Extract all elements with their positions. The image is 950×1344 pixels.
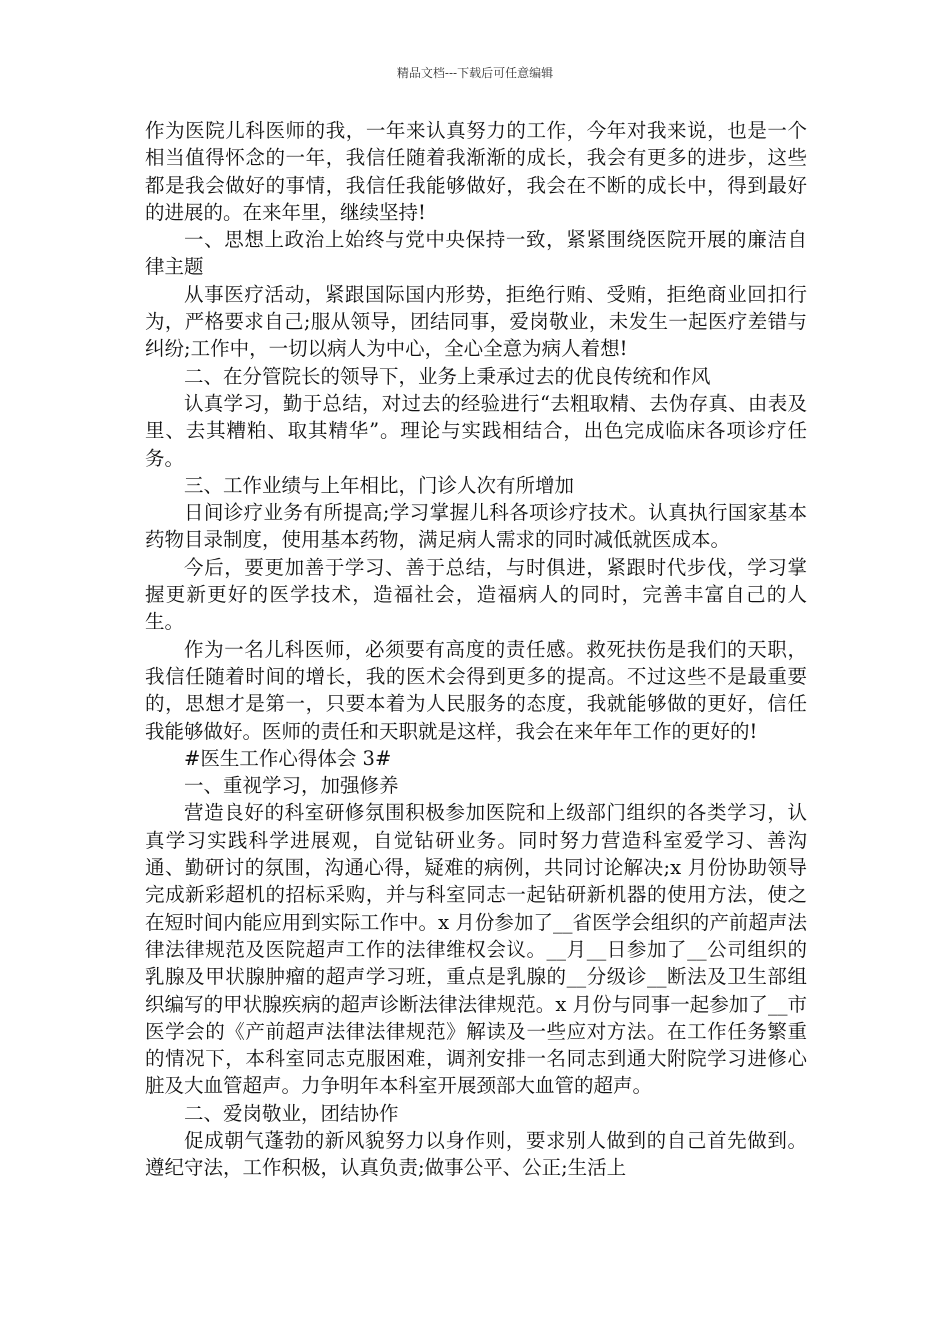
paragraph-intro: 作为医院儿科医师的我，一年来认真努力的工作，今年对我来说，也是一个相当值得怀念的一年，我信任随着我渐渐的成长，我会有更多的进步，这些都是我会做好的事情，我信任我能够做好，我会在不断的成长中，得到最好的进展的。在来年里，继续坚持! (145, 119, 807, 224)
paragraph: 促成朝气蓬勃的新风貌努力以身作则，要求别人做到的自己首先做到。遵纪守法，工作积极，认真负责;做事公平、公正;生活上 (145, 1128, 807, 1180)
document-body (145, 117, 807, 1182)
section-heading-2: 二、爱岗敬业，团结协作 (184, 1101, 399, 1125)
section-heading-1: 一、重视学习，加强修养 (184, 774, 399, 798)
paragraph: 营造良好的科室研修氛围积极参加医院和上级部门组织的各类学习，认真学习实践科学进展观，自觉钻研业务。同时努力营造科室爱学习、善沟通、勤研讨的氛围，沟通心得，疑难的病例，共同讨论解决;x 月份协助领导完成新彩超机的招标采购，并与科室同志一起钻研新机器的使用方法，使之在短时间内能应用到实际工作中。x 月份参加了__省医学会组织的产前超声法律法律规范及医院超声工作的法律维权会议。__月__日参加了__公司组织的乳腺及甲状腺肿瘤的超声学习班，重点是乳腺的__分级诊__断法及卫生部组织编写的甲状腺疾病的超声诊断法律法律规范。x 月份与同事一起参加了__市医学会的《产前超声法律法律规范》解读及一些应对方法。在工作任务繁重的情况下，本科室同志克服困难，调剂安排一名同志到通大附院学习进修心脏及大血管超声。力争明年本科室开展颈部大血管的超声。 (145, 801, 807, 1098)
paragraph: 认真学习，勤于总结，对过去的经验进行“去粗取精、去伪存真、由表及里、去其糟粕、取其精华”。理论与实践相结合，出色完成临床各项诊疗任务。 (145, 391, 807, 470)
section-heading-3: 三、工作业绩与上年相比，门诊人次有所增加 (184, 473, 575, 497)
section-heading-1: 一、思想上政治上始终与党中央保持一致，紧紧围绕医院开展的廉洁自律主题 (145, 228, 807, 279)
section-heading-2: 二、在分管院长的领导下，业务上秉承过去的优良传统和作风 (184, 364, 711, 388)
paragraph: 从事医疗活动，紧跟国际国内形势，拒绝行贿、受贿，拒绝商业回扣行为，严格要求自己;服从领导，团结同事，爱岗敬业，未发生一起医疗差错与纠纷;工作中，一切以病人为中心，全心全意为病人着想! (145, 282, 807, 361)
paragraph: 今后，要更加善于学习、善于总结，与时俱进，紧跟时代步伐，学习掌握更新更好的医学技术，造福社会，造福病人的同时，完善丰富自己的人生。 (145, 555, 807, 634)
page-header: 精品文档---下载后可任意编辑 (396, 66, 554, 80)
article-title: #医生工作心得体会 3# (184, 746, 392, 770)
paragraph: 日间诊疗业务有所提高;学习掌握儿科各项诊疗技术。认真执行国家基本药物目录制度，使用基本药物，满足病人需求的同时减低就医成本。 (145, 501, 807, 552)
paragraph: 作为一名儿科医师，必须要有高度的责任感。救死扶伤是我们的天职，我信任随着时间的增长，我的医术会得到更多的提高。不过这些不是最重要的，思想才是第一，只要本着为人民服务的态度，我就能够做的更好，信任我能够做好。医师的责任和天职就是这样，我会在来年年工作的更好的! (145, 637, 807, 743)
